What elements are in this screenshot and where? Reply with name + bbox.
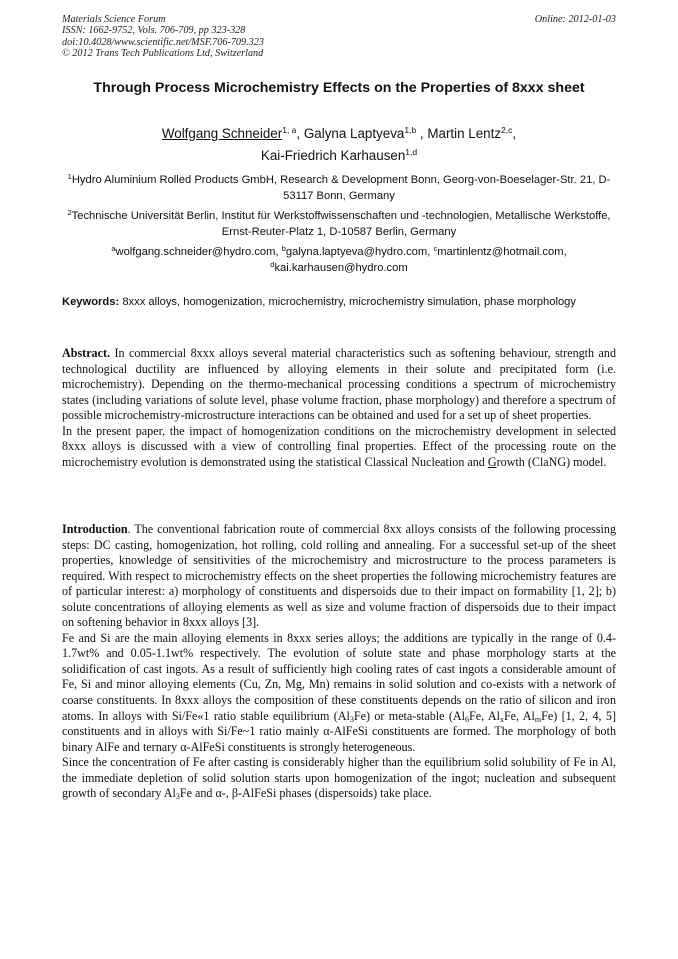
email: martinlentz@hotmail.com (437, 246, 564, 258)
intro-paragraph (62, 631, 616, 755)
intro-text: Fe and α-, β-AlFeSi phases (dispersoids) take place. (179, 786, 432, 801)
issn-line: ISSN: 1662-9752, Vols. 706-709, pp 323-328 (62, 25, 246, 37)
journal-header (62, 14, 616, 60)
intro-text: Fe) or meta-stable (Al (353, 708, 466, 723)
subscript: 3 (175, 792, 180, 802)
abstract-text: In the present paper, the impact of homogenization conditions on the microchemistry development in selected 8xxx alloys is discussed with a view of controlling final properties. Effect of the processing route on the microchemistry evolution is demonstrated using the statistical Classical Nucleation and (62, 423, 616, 469)
author-name: Wolfgang Schneider (161, 126, 283, 141)
affiliation-text: Hydro Aluminium Rolled Products GmbH, Research & Development Bonn, Georg-von-Boeselager-Str. 21, D-53117 Bonn, Germany (71, 174, 611, 202)
email: kai.karhausen@hydro.com (274, 261, 408, 274)
paper-title: Through Process Microchemistry Effects on the Properties of 8xxx sheet (93, 80, 585, 96)
affiliation-1 (62, 173, 616, 204)
email-list: $^a$wolfgang.schneider@hydro.com, $^b$galyna.laptyeva@hydro.com, $^c$martinlentz@hotmail.com, $^d$kai.karhausen@hydro.com (111, 244, 567, 274)
keywords-text: 8xxx alloys, homogenization, microchemistry, microchemistry simulation, phase morphology (122, 296, 576, 308)
subscript: m (534, 714, 542, 724)
abstract-paragraph (62, 424, 616, 471)
intro-text: Fe, Al (469, 708, 500, 723)
doi-line: doi:10.4028/www.scientific.net/MSF.706-709.323 (62, 36, 264, 48)
online-date: Online: 2012-01-03 (534, 14, 616, 25)
abstract (62, 346, 616, 470)
intro-paragraph (62, 755, 616, 802)
subscript: 3 (349, 714, 354, 724)
author-name: Martin Lentz (427, 126, 502, 141)
affiliation-2 (62, 209, 616, 240)
affiliation-sup: 1 (67, 172, 72, 181)
email-sup: c (433, 244, 438, 253)
intro-text: . The conventional fabrication route of commercial 8xx alloys consists of the following processing steps: DC casting, homogenization, hot rolling, cold rolling and annealing. For a successful set-up of the sheet properties, knowledge of sensitivities of the microchemistry and microstructure to the process parameters is required. With respect to microchemistry effects on the sheet properties the following microchemistry features are of particular interest: a) morphology of constituents and dispersoids due to their impact on formability [1, 2]; b) solute concentrations of alloying elements as well as size and volume fraction of dispersoids due to their impact on softening behavior in 8xxx alloys [3]. (62, 522, 616, 630)
author-affiliation-sup: 1,b (404, 125, 417, 135)
introduction (62, 522, 616, 802)
email-sup: d (270, 259, 275, 269)
author-name: Galyna Laptyeva (303, 126, 405, 141)
intro-text: Fe) [1, 2, 4, 5] constituents and in alloys with Si/Fe~1 ratio mainly α-AlFeSi constituents are formed. The morphology of both binary AlFe and ternary α-AlFeSi constituents is strongly heterogeneous. (62, 708, 616, 754)
author-affiliation-sup: 2,c (501, 125, 513, 135)
email-sup: a (111, 244, 116, 253)
affiliation-sup: 2 (67, 208, 72, 217)
author-list: Wolfgang Schneider$^{1, a}$, Galyna Laptyeva$^{1,b}$ , Martin Lentz$^{2,c}$, Kai-Friedrich Karhausen$^{1,d}$ (161, 125, 517, 163)
intro-text: Fe and Si are the main alloying elements in 8xxx series alloys; the additions are typically in the range of 0.4-1.7wt% and 0.05-1.1wt% respectively. The evolution of solute state and phase morphology starts at the solidification of cast ingots. As a result of sufficiently high cooling rates of cast ingots a considerable amount of Fe, Si and minor alloying elements (Cu, Zn, Mg, Mn) remains in solid solution and co-exists with a network of coarse constituents. In 8xxx alloys the composition of these constituents depends on the ratio of silicon and iron atoms. In alloys with Si/Fe«1 ratio stable equilibrium (Al (62, 630, 616, 723)
author-name: Kai-Friedrich Karhausen (260, 148, 406, 163)
copyright-line: © 2012 Trans Tech Publications Ltd, Switzerland (62, 48, 264, 60)
author-affiliation-sup: 1,d (405, 147, 418, 157)
subscript: x (499, 714, 504, 724)
intro-paragraph (62, 522, 616, 631)
intro-text: Since the concentration of Fe after casting is considerably higher than the equilibrium solid solubility of Fe in Al, the immediate depletion of solid solution starts upon homogenization of the ingot; nucleation and subsequent growth of secondary Al (62, 755, 616, 801)
affiliation-text: Technische Universität Berlin, Institut für Werkstoffwissenschaften und -technologien, Metallische Werkstoffe, Ernst-Reuter-Platz 1, D-10587 Berlin, Germany (71, 210, 611, 238)
abstract-paragraph (62, 346, 616, 424)
abstract-label: Abstract. (62, 346, 111, 360)
keywords (62, 295, 616, 311)
email-sup: b (281, 244, 286, 253)
email: wolfgang.schneider@hydro.com (115, 246, 276, 258)
abstract-text: In commercial 8xxx alloys several material characteristics such as softening behaviour, strength and technological ductility are influenced by alloying elements in their solute and precipitated form (i.e. microchemistry). Depending on the thermo-mechanical processing conditions a spectrum of microchemistry states (including variations of solute level, phase volume fraction, phase morphology) and therefore a spectrum of possible microchemistry-microstructure interactions can be obtained and used for a set up of sheet properties. (62, 346, 616, 423)
journal-name: Materials Science Forum (62, 14, 166, 25)
abstract-text-underlined: G (487, 454, 497, 469)
intro-text: Fe, Al (503, 708, 535, 723)
subscript: 6 (465, 714, 470, 724)
author-affiliation-sup: 1, a (282, 125, 297, 135)
abstract-text: rowth (ClaNG) model. (496, 454, 607, 469)
email: galyna.laptyeva@hydro.com (285, 246, 428, 258)
introduction-label: Introduction (62, 522, 128, 536)
keywords-label: Keywords: (62, 296, 120, 308)
